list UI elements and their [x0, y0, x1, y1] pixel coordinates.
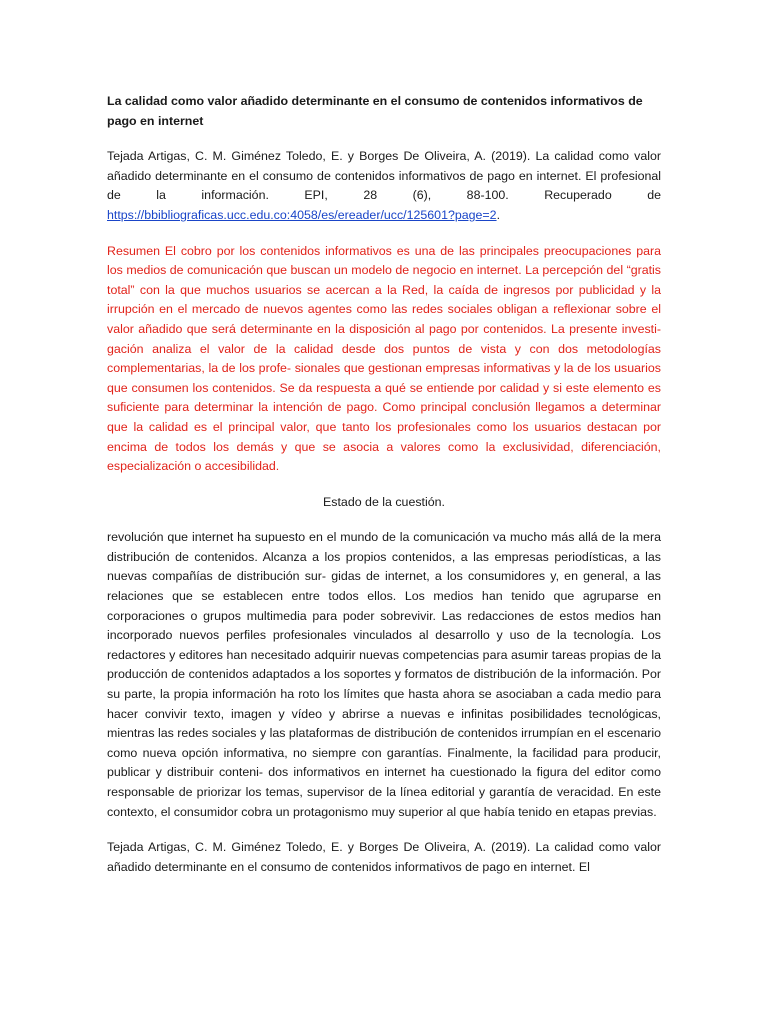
citation-link[interactable]: https://bbibliograficas.ucc.edu.co:4058/es/ereader/ucc/125601?page=2: [107, 207, 497, 222]
citation-end: .: [496, 207, 501, 222]
abstract-paragraph: Resumen El cobro por los contenidos informativos es una de las principales preocupaciones para los medios de comunicación que buscan un modelo de negocio en internet. La percepción del “gratis total” con la que muchos usuarios se acercan a la Red, la caída de ingresos por publicidad y la irrupción en el mercado de nuevos agentes como las redes sociales obligan a reflexionar sobre el valor añadido que será determinante en la disposición al pago por contenidos. La presente investi- gación analiza el valor de la calidad desde dos puntos de vista y con dos metodologías complementarias, la de los profe- sionales que gestionan empresas informativas y la de los usuarios que consumen los contenidos. Se da respuesta a qué se entiende por calidad y si este elemento es suficiente para determinar la intención de pago. Como principal conclusión llegamos a determinar que la calidad es el principal valor, que tanto los profesionales como los usuarios destacan por encima de todos los demás y que se asocia a valores como la exclusividad, diferenciación, especialización o accesibilidad.: [107, 243, 661, 474]
section-heading: Estado de la cuestión.: [323, 494, 445, 509]
document-title: La calidad como valor añadido determinante en el consumo de contenidos informativos de pago en internet: [107, 94, 643, 128]
citation-paragraph-repeat: Tejada Artigas, C. M. Giménez Toledo, E. y Borges De Oliveira, A. (2019). La calidad como valor añadido determinante en el consumo de contenidos informativos de pago en internet. El: [107, 840, 661, 874]
citation-paragraph: [107, 147, 661, 225]
body-paragraph: revolución que internet ha supuesto en el mundo de la comunicación va mucho más allá de la mera distribución de contenidos. Alcanza a los propios contenidos, a las empresas periodísticas, a las nuevas compañías de distribución sur- gidas de internet, a los consumidores y, en general, a las relaciones que se establecen entre todos ellos. Los medios han tenido que agruparse en corporaciones o grupos multimedia para poder sobrevivir. Las redacciones de estos medios han incorporado nuevos perfiles profesionales vinculados al desarrollo y uso de la tecnología. Los redactores y editores han necesitado adquirir nuevas competencias para asumir tareas propias de la producción de contenidos adaptados a los soportes y formatos de distribución de la información. Por su parte, la propia información ha roto los límites que hasta ahora se asociaban a cada medio para hacer convivir texto, imagen y vídeo y abrirse a nuevas e infinitas posibilidades tecnológicas, mientras las redes sociales y las plataformas de distribución de contenidos irrumpían en el escenario como nueva opción informativa, no siempre con garantías. Finalmente, la facilidad para producir, publicar y distribuir conteni- dos informativos en internet ha cuestionado la figura del editor como responsable de priorizar los temas, supervisor de la línea editorial y garantía de veracidad. En este contexto, el consumidor cobra un protagonismo muy superior al que había tenido en etapas previas.: [107, 530, 661, 819]
citation-text: Tejada Artigas, C. M. Giménez Toledo, E. y Borges De Oliveira, A. (2019). La calidad como valor añadido determinante en el consumo de contenidos informativos de pago en internet. El profesional de la información. EPI, 28 (6), 88-100. Recuperado de: [107, 149, 661, 203]
document-page: [107, 92, 661, 877]
